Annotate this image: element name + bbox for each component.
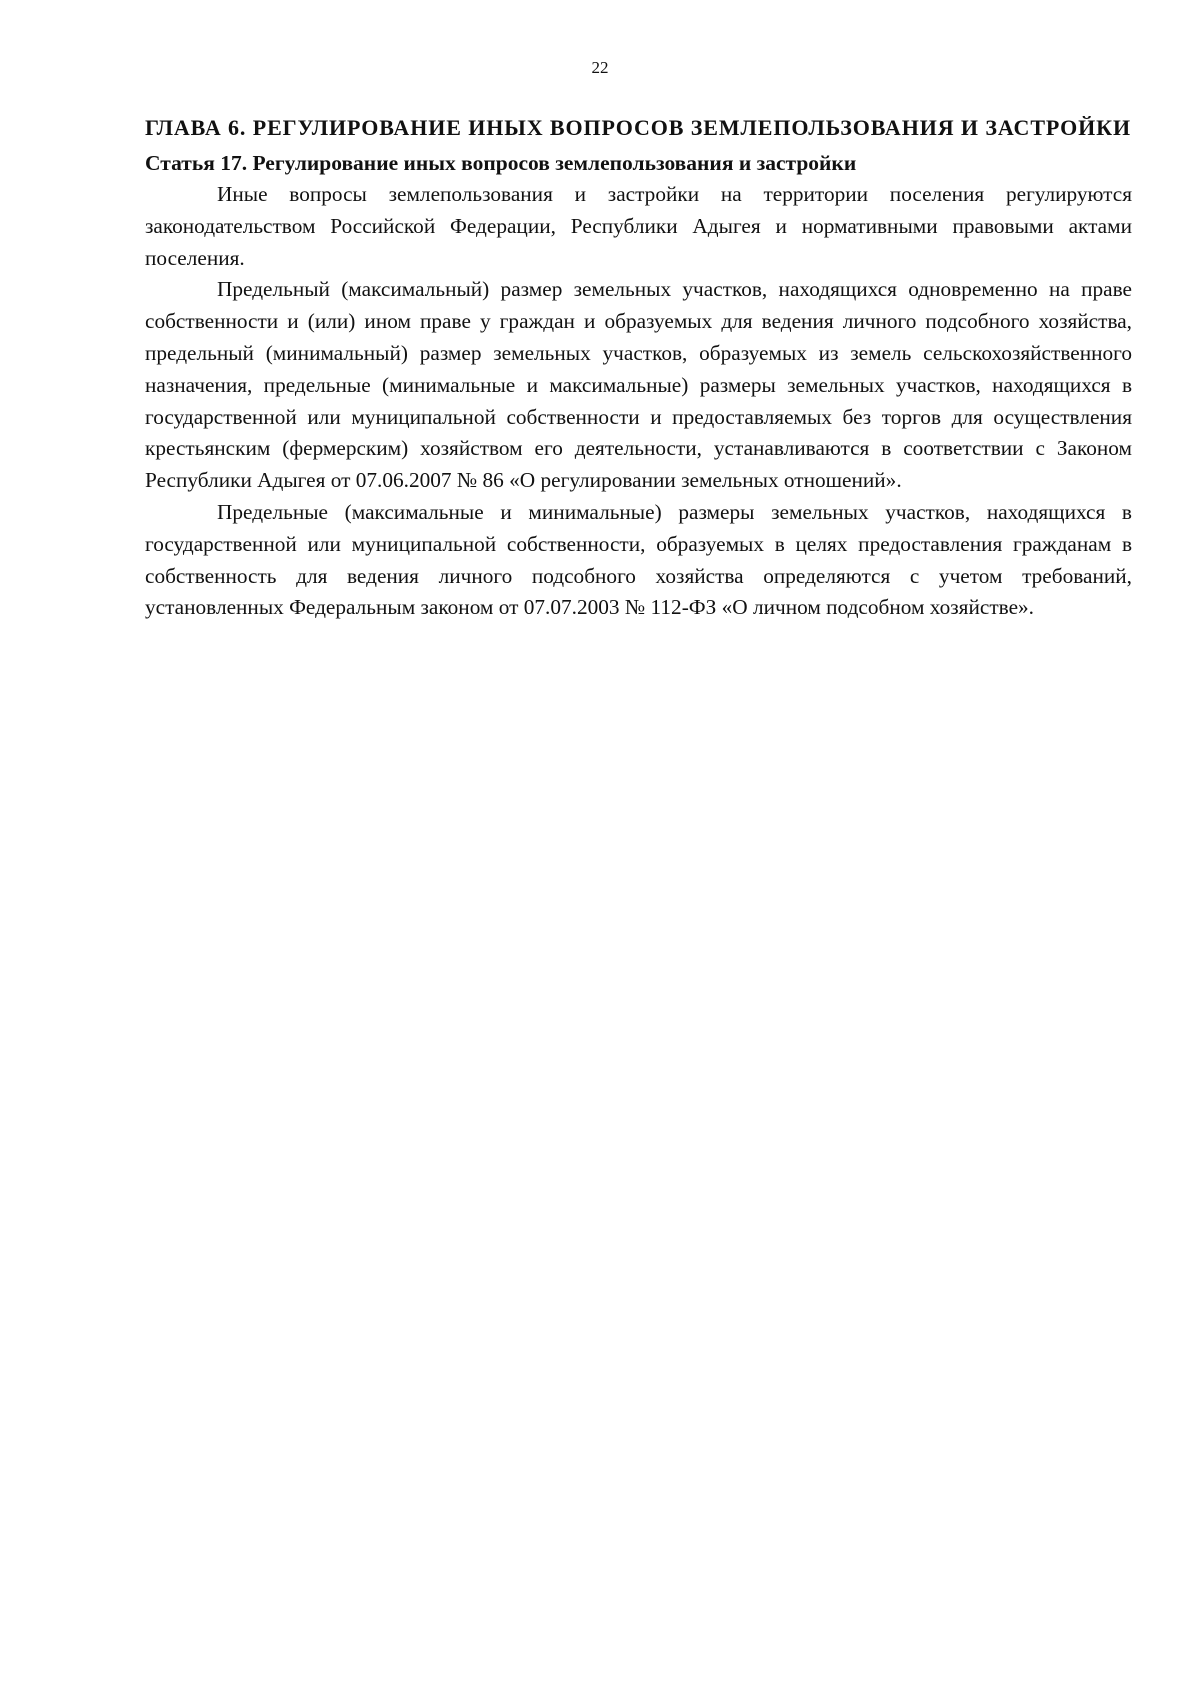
- page-number: 22: [591, 58, 609, 77]
- paragraph-2: Предельный (максимальный) размер земельных участков, находящихся одновременно на праве собственности и (или) ином праве у граждан и образуемых для ведения личного подсобного хозяйства, предельный (минимальный) размер земельных участков, образуемых из земель сельскохозяйственного назначения, предельные (минимальные и максимальные) размеры земельных участков, находящихся в государственной или муниципальной собственности и предоставляемых без торгов для осуществления крестьянским (фермерским) хозяйством его деятельности, устанавливаются в соответствии с Законом Республики Адыгея от 07.06.2007 № 86 «О регулировании земельных отношений».: [145, 277, 1132, 493]
- document-body: [145, 112, 1132, 624]
- paragraph-3: Предельные (максимальные и минимальные) размеры земельных участков, находящихся в государственной или муниципальной собственности, образуемых в целях предоставления гражданам в собственность для ведения личного подсобного хозяйства определяются с учетом требований, установленных Федеральным законом от 07.07.2003 № 112-ФЗ «О личном подсобном хозяйстве».: [145, 499, 1132, 620]
- article-title: Статья 17. Регулирование иных вопросов землепользования и застройки: [145, 151, 857, 175]
- paragraph-1: Иные вопросы землепользования и застройки на территории поселения регулируются законодательством Российской Федерации, Республики Адыгея и нормативными правовыми актами поселения.: [145, 182, 1132, 270]
- chapter-title: ГЛАВА 6. РЕГУЛИРОВАНИЕ ИНЫХ ВОПРОСОВ ЗЕМЛЕПОЛЬЗОВАНИЯ И ЗАСТРОЙКИ: [145, 115, 1132, 140]
